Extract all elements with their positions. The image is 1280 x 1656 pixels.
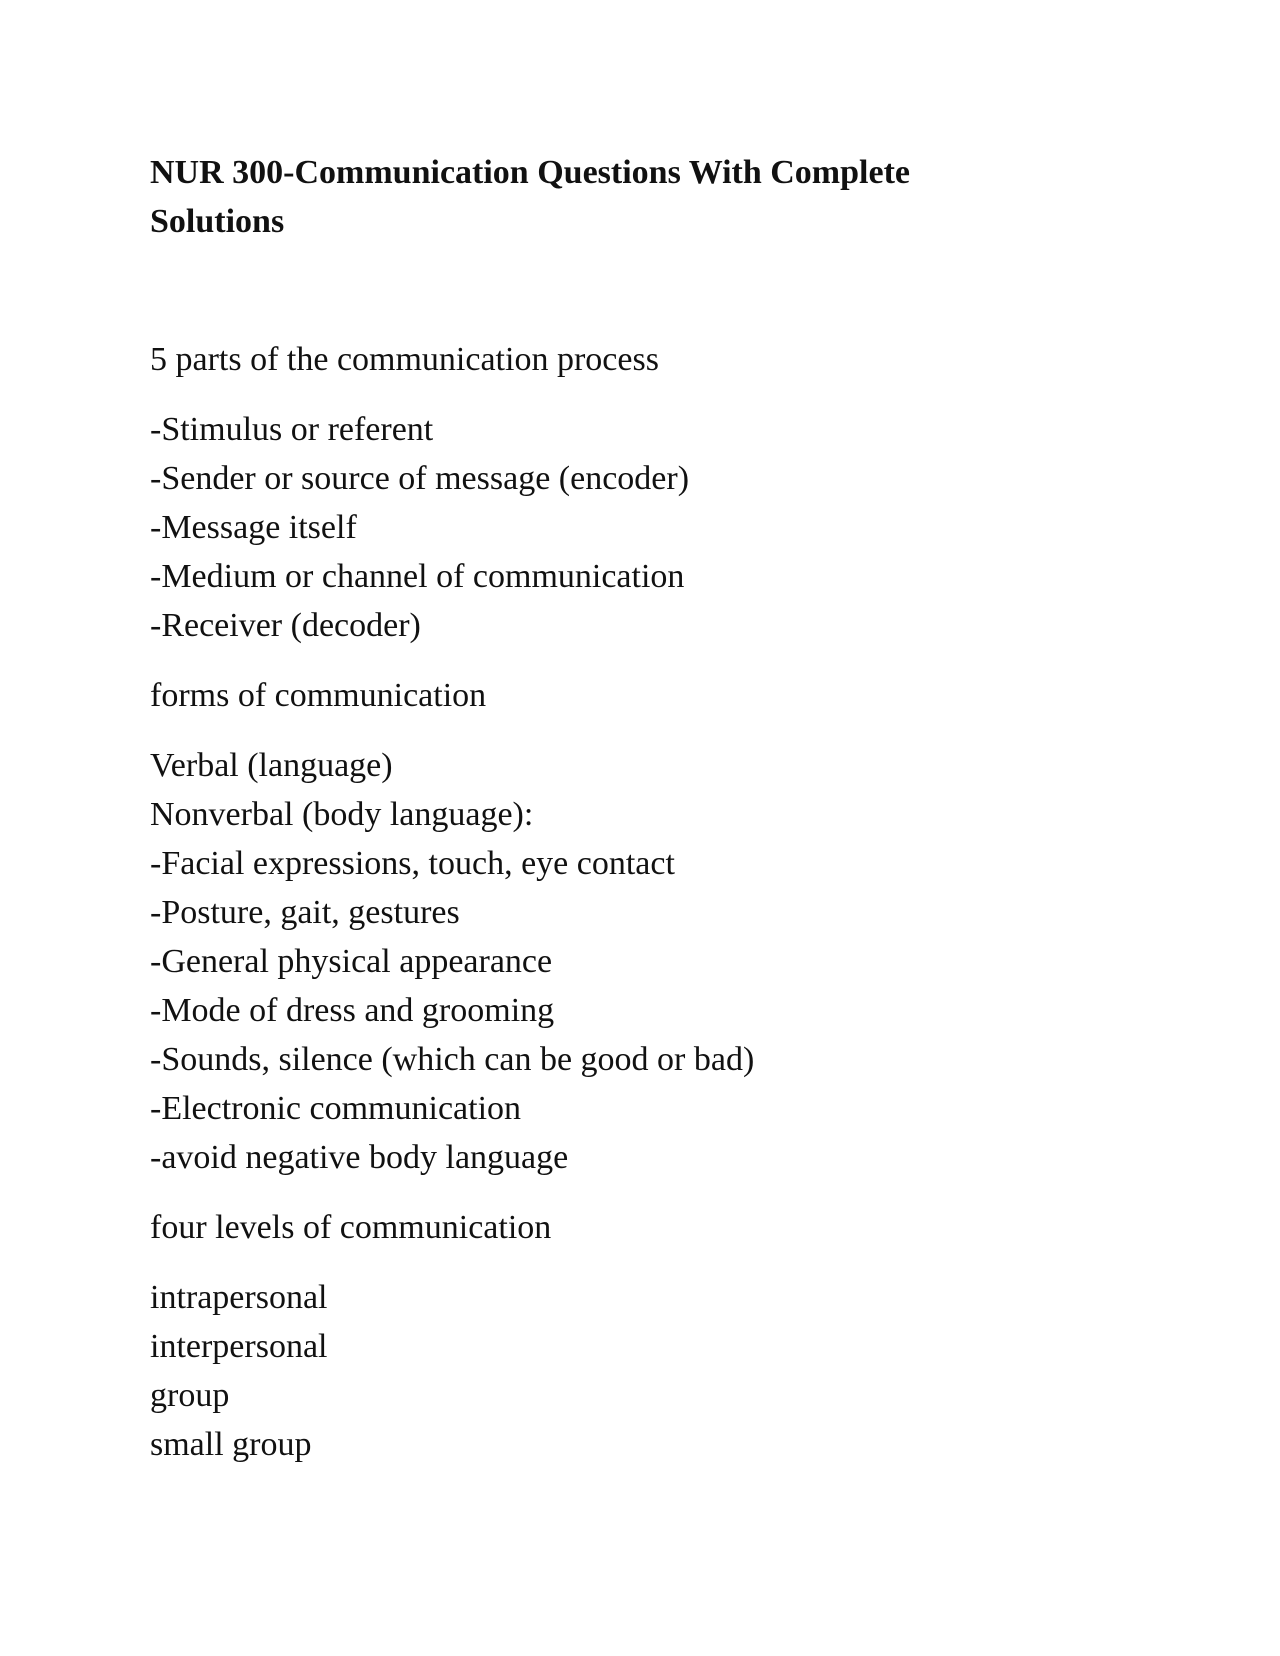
- answer-2-line: -avoid negative body language: [150, 1139, 569, 1176]
- question-1: 5 parts of the communication process: [150, 341, 659, 378]
- question-3: four levels of communication: [150, 1209, 552, 1246]
- answer-2-line: Verbal (language): [150, 747, 393, 784]
- answer-2-line: -Mode of dress and grooming: [150, 992, 555, 1029]
- document-title-line-1: NUR 300-Communication Questions With Complete: [150, 154, 910, 191]
- question-2: forms of communication: [150, 677, 487, 714]
- answer-2-line: Nonverbal (body language):: [150, 796, 534, 833]
- document-content: [150, 148, 1150, 1469]
- answer-1-line: -Sender or source of message (encoder): [150, 460, 690, 497]
- answer-2-line: -Sounds, silence (which can be good or bad): [150, 1041, 755, 1078]
- answer-2-line: -Facial expressions, touch, eye contact: [150, 845, 675, 882]
- answer-1-line: -Receiver (decoder): [150, 607, 421, 644]
- answer-2-line: -Posture, gait, gestures: [150, 894, 460, 931]
- answer-3-line: small group: [150, 1426, 312, 1463]
- document-title-line-2: Solutions: [150, 203, 285, 240]
- answer-3-line: interpersonal: [150, 1328, 328, 1365]
- answer-1: [150, 405, 1150, 650]
- answer-1-line: -Stimulus or referent: [150, 411, 434, 448]
- answer-3-line: intrapersonal: [150, 1279, 328, 1316]
- answer-1-line: -Message itself: [150, 509, 357, 546]
- answer-2: [150, 741, 1150, 1182]
- answer-2-line: -General physical appearance: [150, 943, 553, 980]
- answer-3: [150, 1273, 1150, 1469]
- answer-2-line: -Electronic communication: [150, 1090, 522, 1127]
- document-title: [150, 148, 1150, 246]
- answer-1-line: -Medium or channel of communication: [150, 558, 685, 595]
- answer-3-line: group: [150, 1377, 230, 1414]
